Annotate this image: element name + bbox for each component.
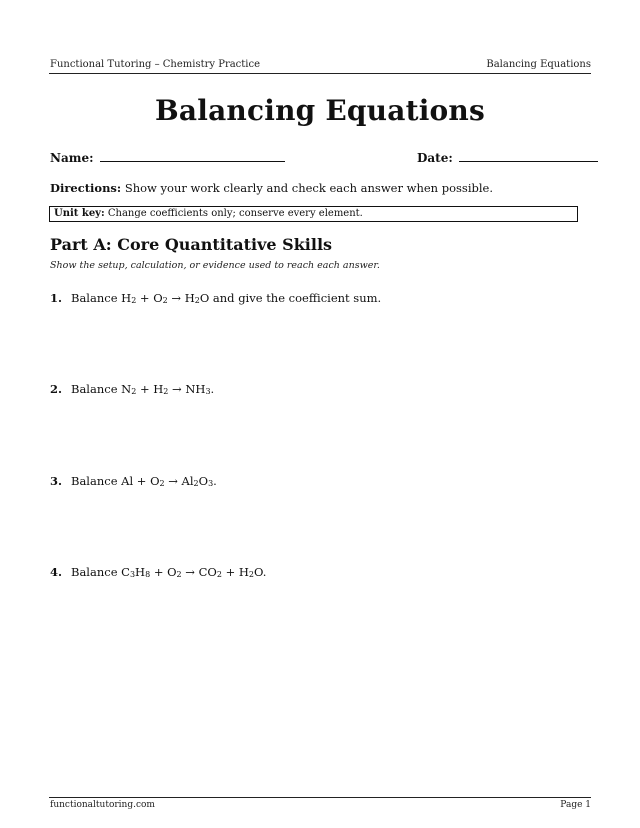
subscript: 2 <box>216 570 222 579</box>
directions-text: Show your work clearly and check each answer when possible. <box>124 181 494 195</box>
question-number: 1. <box>50 291 63 305</box>
subscript: 3 <box>129 570 136 579</box>
text-segment: + H <box>221 565 249 579</box>
text-segment: → Al <box>164 474 194 488</box>
subscript: 2 <box>194 296 200 305</box>
subscript: 2 <box>131 296 137 305</box>
footer-rule <box>49 797 591 798</box>
unit-key-text: Change coefficients only; conserve every element. <box>107 208 363 219</box>
text-segment: O <box>198 474 209 488</box>
date-label: Date: <box>417 151 453 165</box>
question-number: 4. <box>50 565 63 579</box>
subscript: 2 <box>176 570 182 579</box>
subscript: 2 <box>248 570 254 579</box>
text-segment: . <box>213 474 217 488</box>
text-segment: H <box>135 565 146 579</box>
name-blank-line[interactable] <box>100 148 285 162</box>
directions <box>50 181 493 195</box>
footer-website: functionaltutoring.com <box>50 800 155 810</box>
text-segment: Balance Al + O <box>71 474 160 488</box>
footer-page-number: Page 1 <box>560 800 591 810</box>
question-text <box>71 291 381 305</box>
text-segment: → H <box>167 291 195 305</box>
text-segment: + O <box>150 565 177 579</box>
name-field <box>50 148 285 165</box>
text-segment: O and give the coefficient sum. <box>199 291 382 305</box>
subscript: 2 <box>162 296 168 305</box>
text-segment: . <box>210 382 215 396</box>
header-course-title: Functional Tutoring – Chemistry Practice <box>50 59 261 70</box>
unit-key-box <box>49 206 578 222</box>
date-blank-line[interactable] <box>459 148 598 162</box>
text-segment: Balance H <box>71 291 132 305</box>
name-label: Name: <box>50 151 94 165</box>
text-segment: Balance C <box>71 565 130 579</box>
question-2 <box>50 382 214 396</box>
header-topic: Balancing Equations <box>486 59 591 70</box>
text-segment: + H <box>136 382 164 396</box>
subscript: 8 <box>145 570 151 579</box>
text-segment: Balance N <box>71 382 132 396</box>
section-subtitle: Show the setup, calculation, or evidence used to reach each answer. <box>50 260 380 271</box>
question-4 <box>50 565 266 579</box>
page-title: Balancing Equations <box>155 94 485 127</box>
subscript: 2 <box>159 479 165 488</box>
subscript: 3 <box>208 479 214 488</box>
subscript: 2 <box>193 479 199 488</box>
section-title: Part A: Core Quantitative Skills <box>50 235 333 254</box>
text-segment: → NH <box>168 382 206 396</box>
question-text <box>71 565 266 579</box>
directions-label: Directions: <box>50 181 122 195</box>
text-segment: + O <box>136 291 163 305</box>
subscript: 3 <box>205 387 211 396</box>
unit-key-label: Unit key: <box>54 208 105 219</box>
question-number: 2. <box>50 382 63 396</box>
date-field <box>417 148 598 165</box>
subscript: 2 <box>163 387 169 396</box>
header-rule <box>49 73 591 74</box>
question-1 <box>50 291 381 305</box>
question-text <box>71 382 214 396</box>
question-text <box>71 474 217 488</box>
text-segment: O. <box>254 565 267 579</box>
subscript: 2 <box>131 387 137 396</box>
question-3 <box>50 474 217 488</box>
text-segment: → CO <box>181 565 217 579</box>
question-number: 3. <box>50 474 63 488</box>
